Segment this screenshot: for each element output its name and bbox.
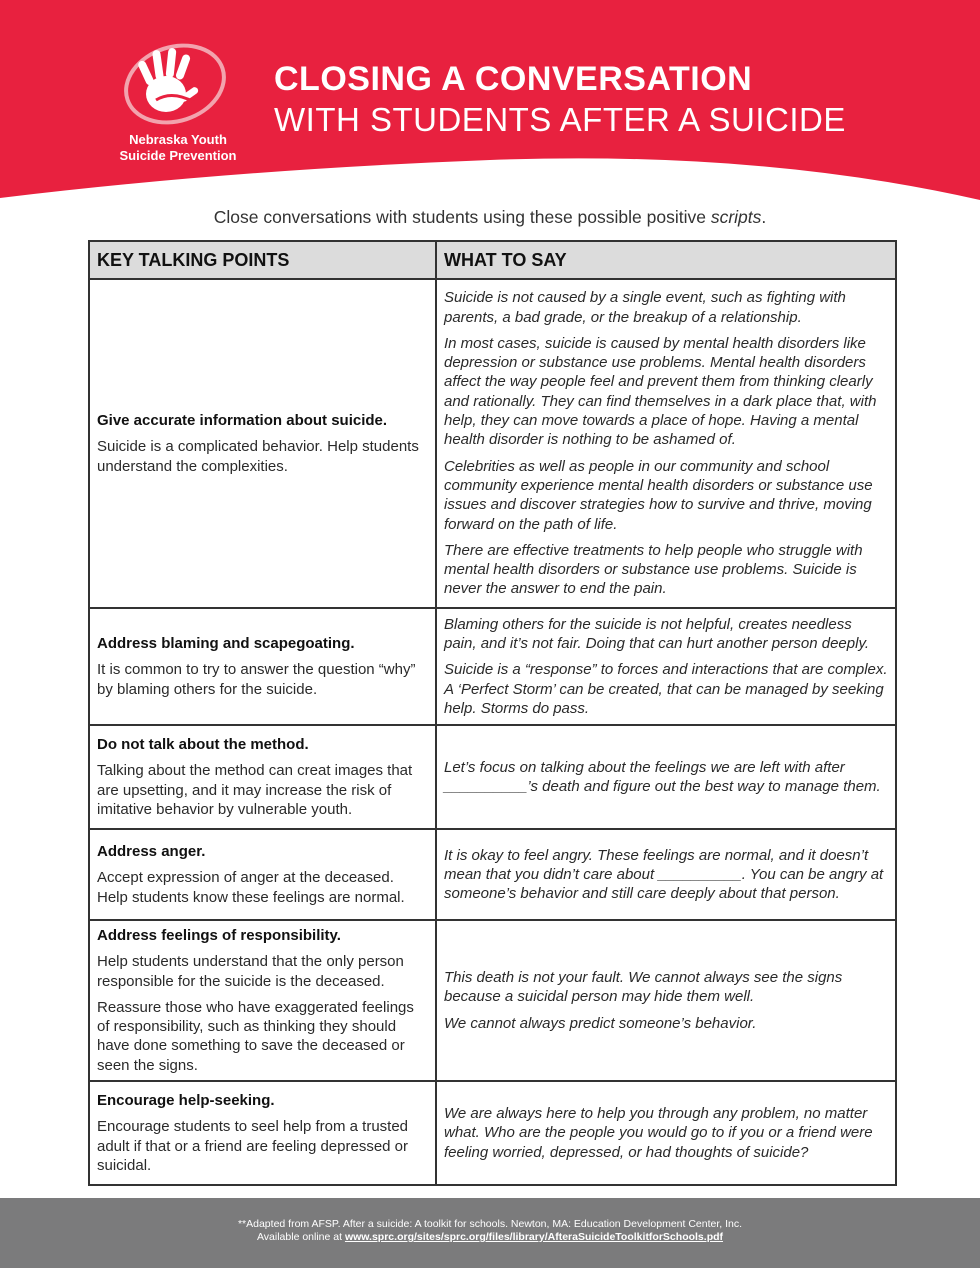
intro-main: Close conversations with students using these possible positive	[213, 207, 711, 227]
table-row	[89, 608, 896, 725]
talking-point-cell	[89, 829, 436, 920]
table-row	[89, 1081, 896, 1185]
talking-point-title: Address blaming and scapegoating.	[97, 635, 355, 653]
talking-point-title: Do not talk about the method.	[97, 735, 309, 753]
talking-point-description: Suicide is a complicated behavior. Help students understand the complexities.	[97, 438, 419, 475]
org-name-line2: Suicide Prevention	[119, 148, 237, 163]
script-text: Celebrities as well as people in our community and school community experience mental health disorders or substance use issues and discover strategies how to survive and thrive, moving forward on the path of life.	[444, 457, 873, 533]
table-header-row	[89, 241, 896, 279]
talking-point-cell	[89, 608, 436, 725]
page-title: CLOSING A CONVERSATION	[274, 60, 753, 98]
talking-point-cell	[89, 920, 436, 1081]
column-header-what-to-say: WHAT TO SAY	[436, 241, 896, 279]
script-text: There are effective treatments to help people who struggle with mental health disorders or substance use problems. Suicide is never the answer to end the pain.	[444, 541, 863, 598]
footer-availability-prefix: Available online at	[256, 1231, 345, 1243]
talking-point-description: Help students understand that the only person responsible for the suicide is the deceased.	[97, 953, 404, 990]
org-name-line1: Nebraska Youth	[129, 132, 227, 147]
script-text: Blaming others for the suicide is not helpful, creates needless pain, and it’s not fair. Doing that can hurt another person deeply.	[444, 615, 869, 653]
script-text: This death is not your fault. We cannot always see the signs because a suicidal person may hide them well.	[444, 969, 843, 1006]
table-row	[89, 725, 896, 829]
script-text: In most cases, suicide is caused by mental health disorders like depression or substance use problems. Mental health disorders affect the way people feel and prevent them from thinking clearly and rationally. They can find themselves in a dark place that, with help, they can move towards a place of hope. Having a mental health disorder is nothing to be ashamed of.	[444, 334, 877, 449]
script-cell	[436, 829, 896, 920]
intro-end: .	[761, 207, 767, 227]
script-text: Let’s focus on talking about the feelings we are left with after __________’s death and figure out the best way to manage them.	[444, 758, 881, 795]
page-subtitle: WITH STUDENTS AFTER A SUICIDE	[274, 101, 846, 138]
talking-point-description: Accept expression of anger at the deceased. Help students know these feelings are normal.	[97, 869, 405, 906]
footer-availability	[0, 1231, 980, 1244]
script-cell	[436, 279, 896, 608]
intro-emphasis: scripts	[710, 207, 762, 227]
talking-point-title: Address anger.	[97, 843, 206, 861]
talking-point-cell	[89, 279, 436, 608]
intro-text	[0, 207, 980, 228]
talking-point-description: It is common to try to answer the question “why” by blaming others for the suicide.	[97, 661, 416, 698]
talking-point-description: Encourage students to seel help from a trusted adult if that or a friend are feeling depressed or suicidal.	[97, 1118, 409, 1174]
talking-point-title: Give accurate information about suicide.	[97, 412, 388, 430]
talking-points-table	[88, 240, 897, 1186]
script-text: Suicide is a “response” to forces and interactions that are complex. A ‘Perfect Storm’ can be created, that can be managed by seeking help. Storms do pass.	[444, 661, 888, 717]
talking-point-description: Talking about the method can creat images that are upsetting, and it may increase the risk of imitative behavior by vulnerable youth.	[97, 762, 413, 818]
script-text: It is okay to feel angry. These feelings are normal, and it doesn’t mean that you didn’t care about __________. You can be angry at someone’s behavior and still care deeply about that person.	[444, 846, 884, 903]
script-text: We cannot always predict someone’s behavior.	[444, 1014, 757, 1032]
script-text: Suicide is not caused by a single event, such as fighting with parents, a bad grade, or the breakup of a relationship.	[444, 289, 846, 326]
script-cell	[436, 1081, 896, 1185]
header-banner	[0, 0, 980, 205]
script-cell	[436, 608, 896, 725]
script-text: We are always here to help you through any problem, no matter what. Who are the people you would go to if you or a friend were feeling worried, depressed, or had thoughts of suicide?	[444, 1105, 873, 1161]
script-cell	[436, 920, 896, 1081]
footer	[0, 1198, 980, 1268]
table-row	[89, 279, 896, 608]
hands-logo-icon	[120, 42, 230, 132]
table-row	[89, 829, 896, 920]
table-row	[89, 920, 896, 1081]
org-name	[108, 132, 248, 164]
talking-point-title: Address feelings of responsibility.	[97, 927, 341, 944]
script-cell	[436, 725, 896, 829]
logo	[108, 42, 248, 167]
talking-point-cell	[89, 725, 436, 829]
talking-point-description: Reassure those who have exaggerated feelings of responsibility, such as thinking they should have done something to save the deceased or seen the signs.	[97, 998, 414, 1074]
talking-point-cell	[89, 1081, 436, 1185]
column-header-key-points: KEY TALKING POINTS	[89, 241, 436, 279]
toolkit-link[interactable]: www.sprc.org/sites/sprc.org/files/library/AfteraSuicideToolkitforSchools.pdf	[344, 1231, 724, 1243]
footer-citation: **Adapted from AFSP. After a suicide: A toolkit for schools. Newton, MA: Education Development Center, Inc.	[237, 1218, 743, 1230]
talking-point-title: Encourage help-seeking.	[97, 1091, 275, 1109]
